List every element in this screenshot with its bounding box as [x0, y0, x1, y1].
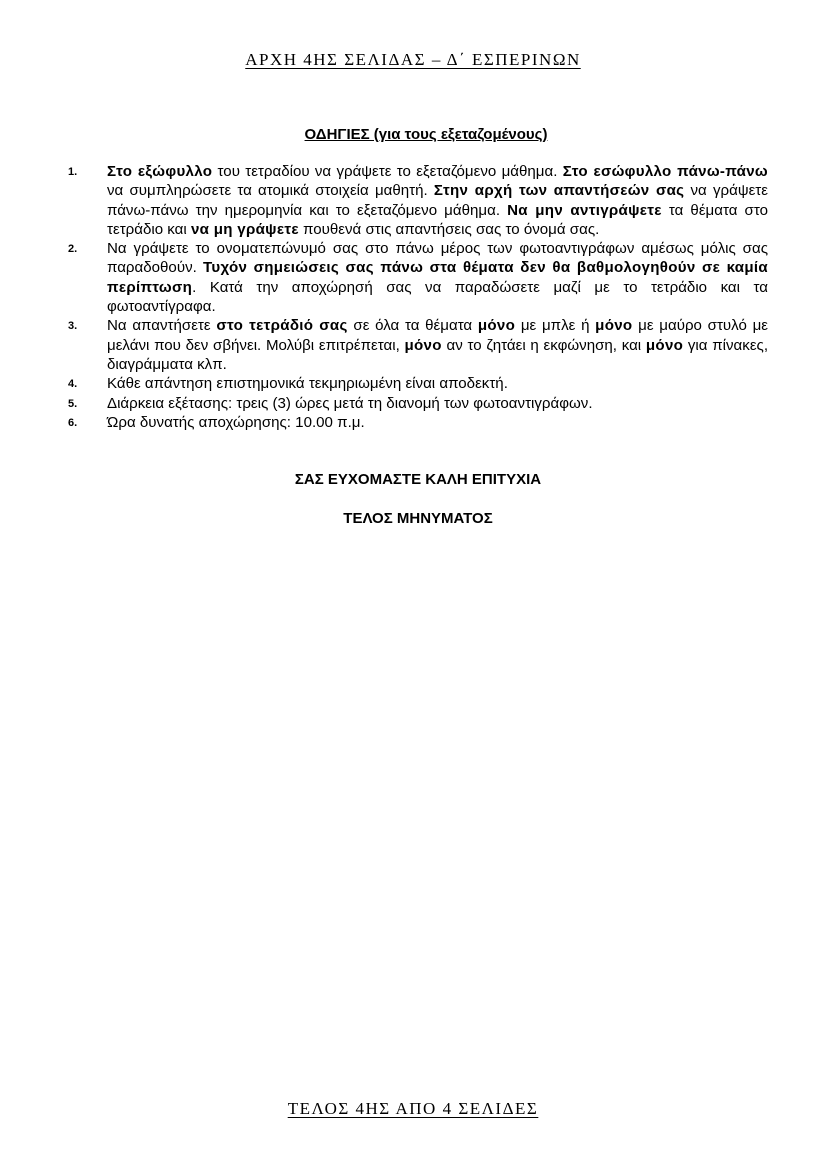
instruction-fragment: με μπλε ή: [515, 317, 596, 335]
instruction-item: [68, 239, 768, 316]
instruction-emphasis: μόνο: [595, 317, 633, 335]
instruction-item: [68, 394, 768, 413]
instruction-item: [68, 374, 768, 393]
instruction-fragment: Κάθε απάντηση επιστημονικά τεκμηριωμένη είναι αποδεκτή.: [107, 375, 508, 393]
end-of-message: ΤΕΛΟΣ ΜΗΝΥΜΑΤΟΣ: [343, 510, 493, 527]
instruction-fragment: να γράψετε πάνω-πάνω την ημερομηνία και το εξεταζόμενο μάθημα.: [107, 182, 768, 219]
page-footer: [0, 1099, 826, 1119]
instruction-fragment: αν το ζητάει η εκφώνηση, και: [441, 336, 646, 354]
good-luck-message: ΣΑΣ ΕΥΧΟΜΑΣΤΕ ΚΑΛΗ ΕΠΙΤΥΧΙΑ: [294, 471, 542, 488]
instruction-number: 5.: [68, 397, 78, 410]
instruction-fragment: Να γράψετε το ονοματεπώνυμό σας στο πάνω μέρος των φωτοαντιγράφων αμέσως μόλις σας παραδοθούν.: [107, 240, 768, 277]
instruction-fragment: Να απαντήσετε: [107, 317, 217, 335]
instruction-text: [107, 162, 768, 239]
instruction-text: [107, 316, 768, 374]
instruction-number: 6.: [68, 416, 78, 429]
instruction-item: [68, 162, 768, 239]
instruction-emphasis: Να μην αντιγράψετε: [507, 201, 662, 219]
instruction-emphasis: στο τετράδιό σας: [216, 317, 348, 335]
instructions-list: [68, 162, 768, 432]
page-footer-text: ΤΕΛΟΣ 4ΗΣ ΑΠΟ 4 ΣΕΛΙΔΕΣ: [287, 1099, 539, 1118]
page-header: [0, 50, 826, 70]
instructions-title: ΟΔΗΓΙΕΣ (για τους εξεταζομένους): [304, 126, 548, 143]
instruction-fragment: για πίνακες, διαγράμματα κλπ.: [107, 336, 769, 373]
instruction-fragment: με μαύρο στυλό με μελάνι που δεν σβήνει. Μολύβι επιτρέπεται,: [107, 317, 769, 354]
instruction-fragment: του τετραδίου να γράψετε το εξεταζόμενο μάθημα.: [212, 163, 563, 180]
instruction-number: 4.: [68, 378, 78, 391]
instruction-text: [107, 239, 768, 316]
instruction-emphasis: μόνο: [404, 336, 442, 354]
instruction-fragment: να συμπληρώσετε τα ατομικά στοιχεία μαθητή.: [107, 182, 434, 200]
instruction-number: 1.: [68, 166, 78, 178]
instruction-emphasis: μόνο: [477, 317, 516, 335]
instruction-emphasis: Στο εσώφυλλο πάνω-πάνω: [562, 163, 768, 180]
instruction-emphasis: Τυχόν σημειώσεις σας πάνω στα θέματα δεν θα βαθμολογηθούν σε καμία περίπτωση: [107, 259, 768, 296]
instruction-fragment: . Κατά την αποχώρησή σας να παραδώσετε μαζί με το τετράδιο και τα φωτοαντίγραφα.: [107, 278, 768, 316]
instruction-fragment: τα θέματα στο τετράδιο και: [107, 201, 768, 238]
instruction-item: [68, 316, 768, 374]
instruction-fragment: Διάρκεια εξέτασης: τρεις (3) ώρες μετά τη διανομή των φωτοαντιγράφων.: [107, 394, 593, 412]
instruction-fragment: σε όλα τα θέματα: [347, 317, 478, 335]
instruction-emphasis: Στο εξώφυλλο: [107, 163, 213, 180]
instruction-fragment: Ώρα δυνατής αποχώρησης: 10.00 π.μ.: [107, 413, 365, 431]
instruction-emphasis: Στην αρχή των απαντήσεών σας: [433, 182, 685, 200]
instruction-item: [68, 413, 768, 432]
instruction-fragment: πουθενά στις απαντήσεις σας το όνομά σας.: [298, 220, 600, 238]
instruction-text: [107, 413, 768, 432]
instruction-number: 2.: [68, 243, 78, 256]
instruction-emphasis: μόνο: [645, 336, 684, 354]
instruction-number: 3.: [68, 320, 78, 333]
instruction-emphasis: να μη γράψετε: [190, 220, 299, 238]
instruction-text: [107, 394, 768, 413]
page-header-text: ΑΡΧΗ 4ΗΣ ΣΕΛΙΔΑΣ – Δ΄ ΕΣΠΕΡΙΝΩΝ: [245, 50, 581, 69]
instruction-text: [107, 374, 768, 393]
